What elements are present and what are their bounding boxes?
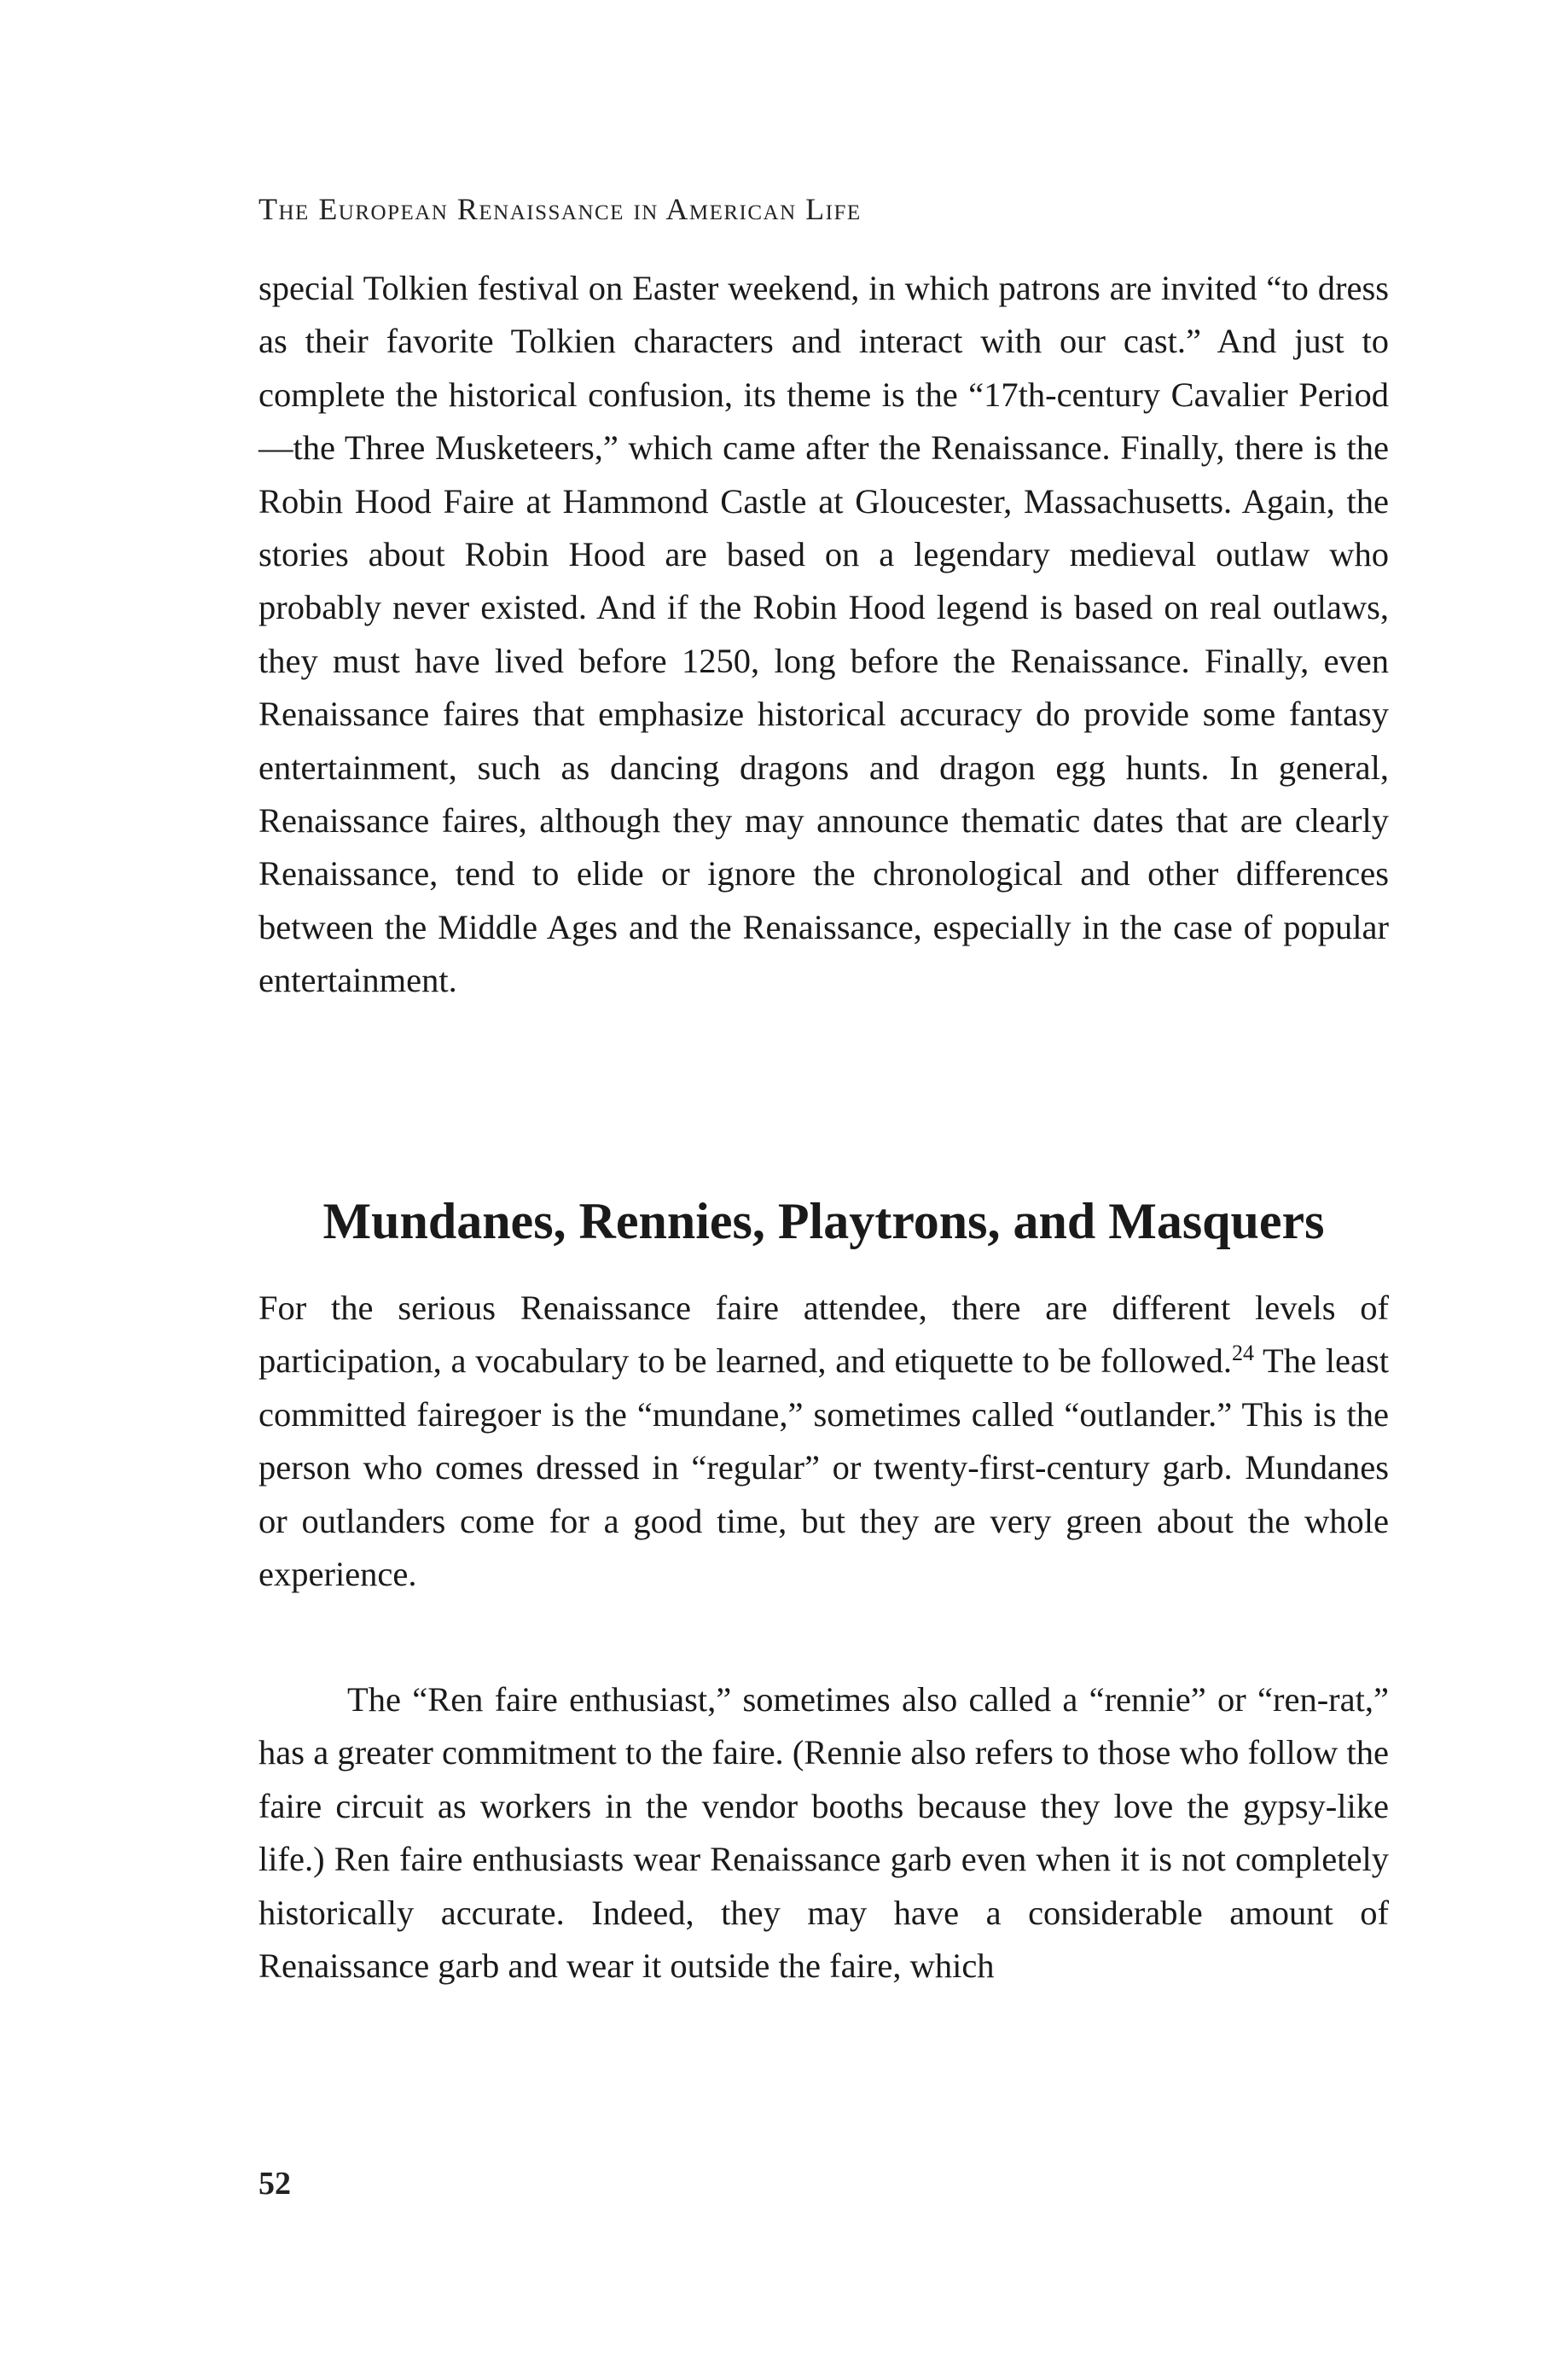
- paragraph-tolkien-robin-hood: special Tolkien festival on Easter weekend, in which patrons are invited “to dress as their favorite Tolkien characters and interact with our cast.” And just to complete the historical confusion, its theme is the “17th-century Cavalier Period—the Three Musketeers,” which came after the Renaissance. Finally, there is the Robin Hood Faire at Hammond Castle at Gloucester, Massachusetts. Again, the stories about Robin Hood are based on a legendary medieval outlaw who probably never existed. And if the Robin Hood legend is based on real outlaws, they must have lived before 1250, long before the Renaissance. Finally, even Renaissance faires that emphasize historical accuracy do provide some fantasy entertainment, such as dancing dragons and dragon egg hunts. In general, Renaissance faires, although they may announce thematic dates that are clearly Renaissance, tend to elide or ignore the chronological and other differences between the Middle Ages and the Renaissance, especially in the case of popular entertainment.: [258, 269, 1389, 1000]
- paragraph-text-after-note: The least committed fairegoer is the “mundane,” sometimes called “outlander.” This is the person who comes dressed in “regular” or twenty-first-century garb. Mundanes or outlanders come for a good time, but they are very green about the whole experience.: [258, 1341, 1389, 1594]
- section-heading: Mundanes, Rennies, Playtrons, and Masquers: [322, 1193, 1325, 1249]
- body-text-section: [258, 1282, 1389, 1601]
- running-head: The European Renaissance in American Life: [258, 192, 862, 226]
- paragraph-ren-faire-enthusiast: The “Ren faire enthusiast,” sometimes also called a “rennie” or “ren-rat,” has a greater commitment to the faire. (Rennie also refers to those who follow the faire circuit as workers in the vendor booths because they love the gypsy-like life.) Ren faire enthusiasts wear Renaissance garb even when it is not completely historically accurate. Indeed, they may have a considerable amount of Renaissance garb and wear it outside the faire, which: [258, 1680, 1389, 1986]
- footnote-reference[interactable]: 24: [1232, 1341, 1255, 1366]
- page-number: 52: [258, 2166, 291, 2202]
- body-text-continued: [258, 262, 1389, 1008]
- body-text-section-continued: [258, 1673, 1389, 1993]
- paragraph-levels-of-participation: [258, 1282, 1389, 1601]
- paragraph-text-before-note: For the serious Renaissance faire attendee, there are different levels of participation, a vocabulary to be learned, and etiquette to be followed.: [258, 1289, 1389, 1381]
